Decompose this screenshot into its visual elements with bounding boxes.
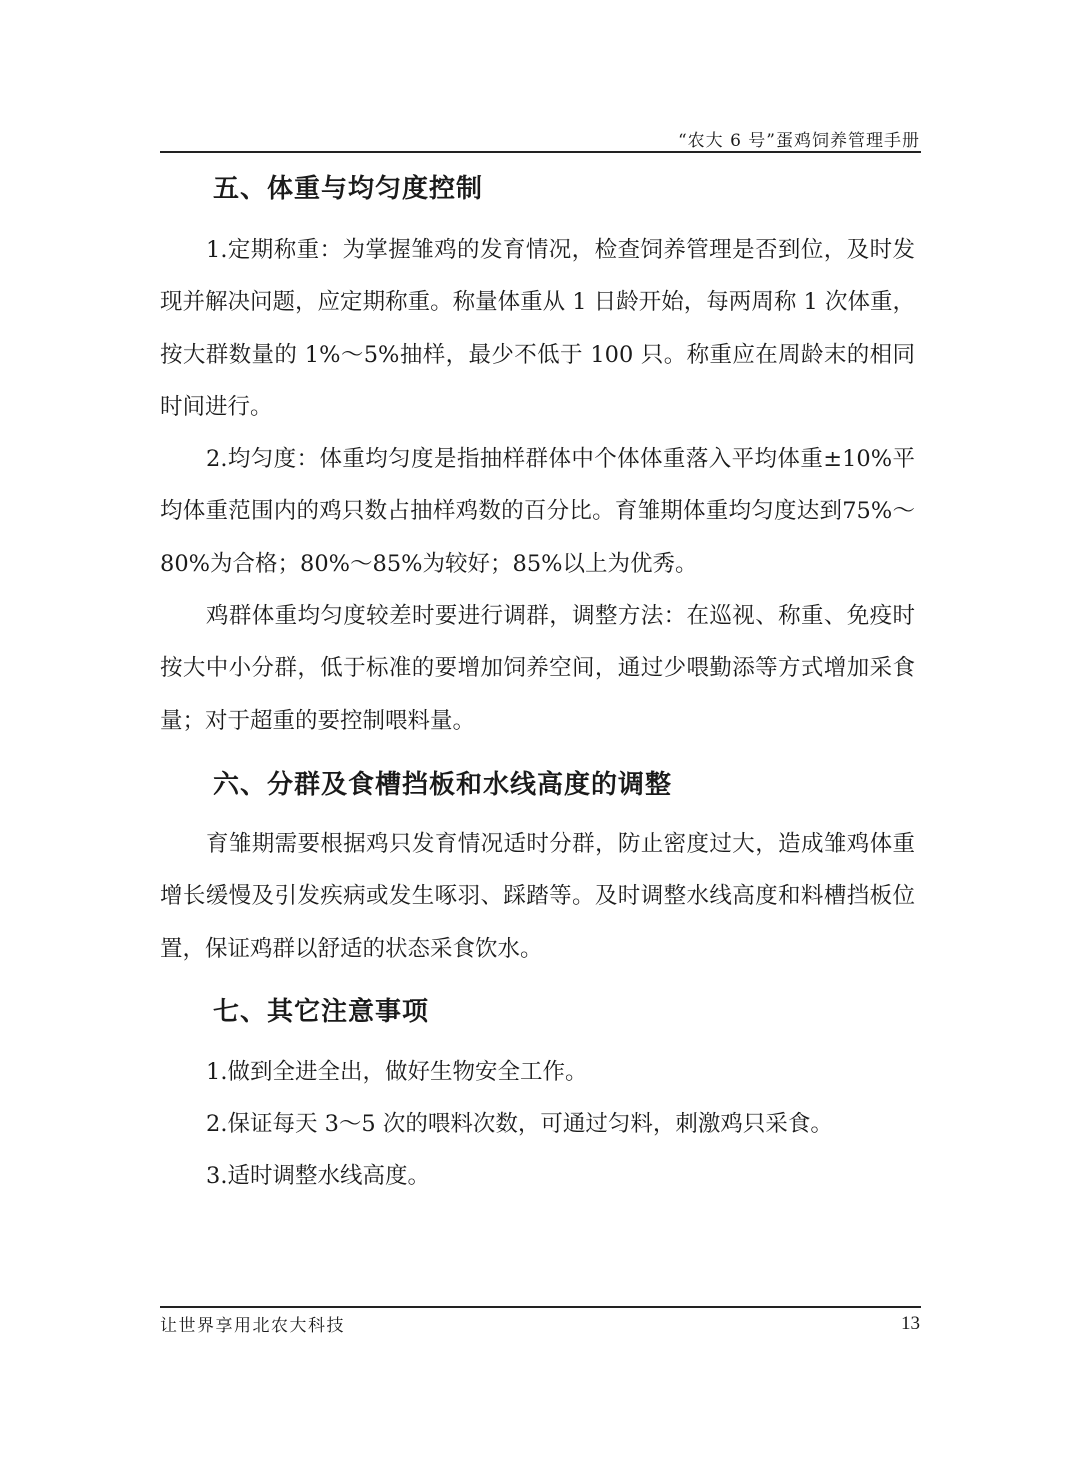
running-header: “农大 6 号”蛋鸡饲养管理手册: [677, 131, 920, 151]
list-item: 2.保证每天 3～5 次的喂料次数，可通过匀料，刺激鸡只采食。: [206, 1111, 833, 1137]
paragraph: 2.均匀度：体重均匀度是指抽样群体中个体体重落入平均体重±10%平均体重范围内的鸡只数占抽样鸡数的百分比。育雏期体重均匀度达到75%～80%为合格；80%～85%为较好；85%以上为优秀。: [160, 446, 915, 577]
paragraph: 鸡群体重均匀度较差时要进行调群，调整方法：在巡视、称重、免疫时按大中小分群，低于标准的要增加饲养空间，通过少喂勤添等方式增加采食量；对于超重的要控制喂料量。: [160, 603, 915, 734]
section-heading-5: 五、体重与均匀度控制: [213, 174, 484, 204]
list-item: 3.适时调整水线高度。: [206, 1163, 430, 1189]
footer-rule: [160, 1306, 921, 1308]
footer-slogan: 让世界享用北农大科技: [160, 1316, 345, 1336]
section-heading-7: 七、其它注意事项: [213, 997, 430, 1027]
section-heading-6: 六、分群及食槽挡板和水线高度的调整: [213, 770, 673, 800]
list-item: 1.做到全进全出，做好生物安全工作。: [206, 1059, 588, 1085]
paragraph: 1.定期称重：为掌握雏鸡的发育情况，检查饲养管理是否到位，及时发现并解决问题，应定期称重。称量体重从 1 日龄开始，每两周称 1 次体重，按大群数量的 1%～5%抽样，最少不低于 100 只。称重应在周龄末的相同时间进行。: [160, 237, 915, 420]
header-rule: [160, 151, 921, 153]
paragraph: 育雏期需要根据鸡只发育情况适时分群，防止密度过大，造成雏鸡体重增长缓慢及引发疾病或发生啄羽、踩踏等。及时调整水线高度和料槽挡板位置，保证鸡群以舒适的状态采食饮水。: [160, 831, 915, 962]
page-number: 13: [901, 1313, 920, 1334]
